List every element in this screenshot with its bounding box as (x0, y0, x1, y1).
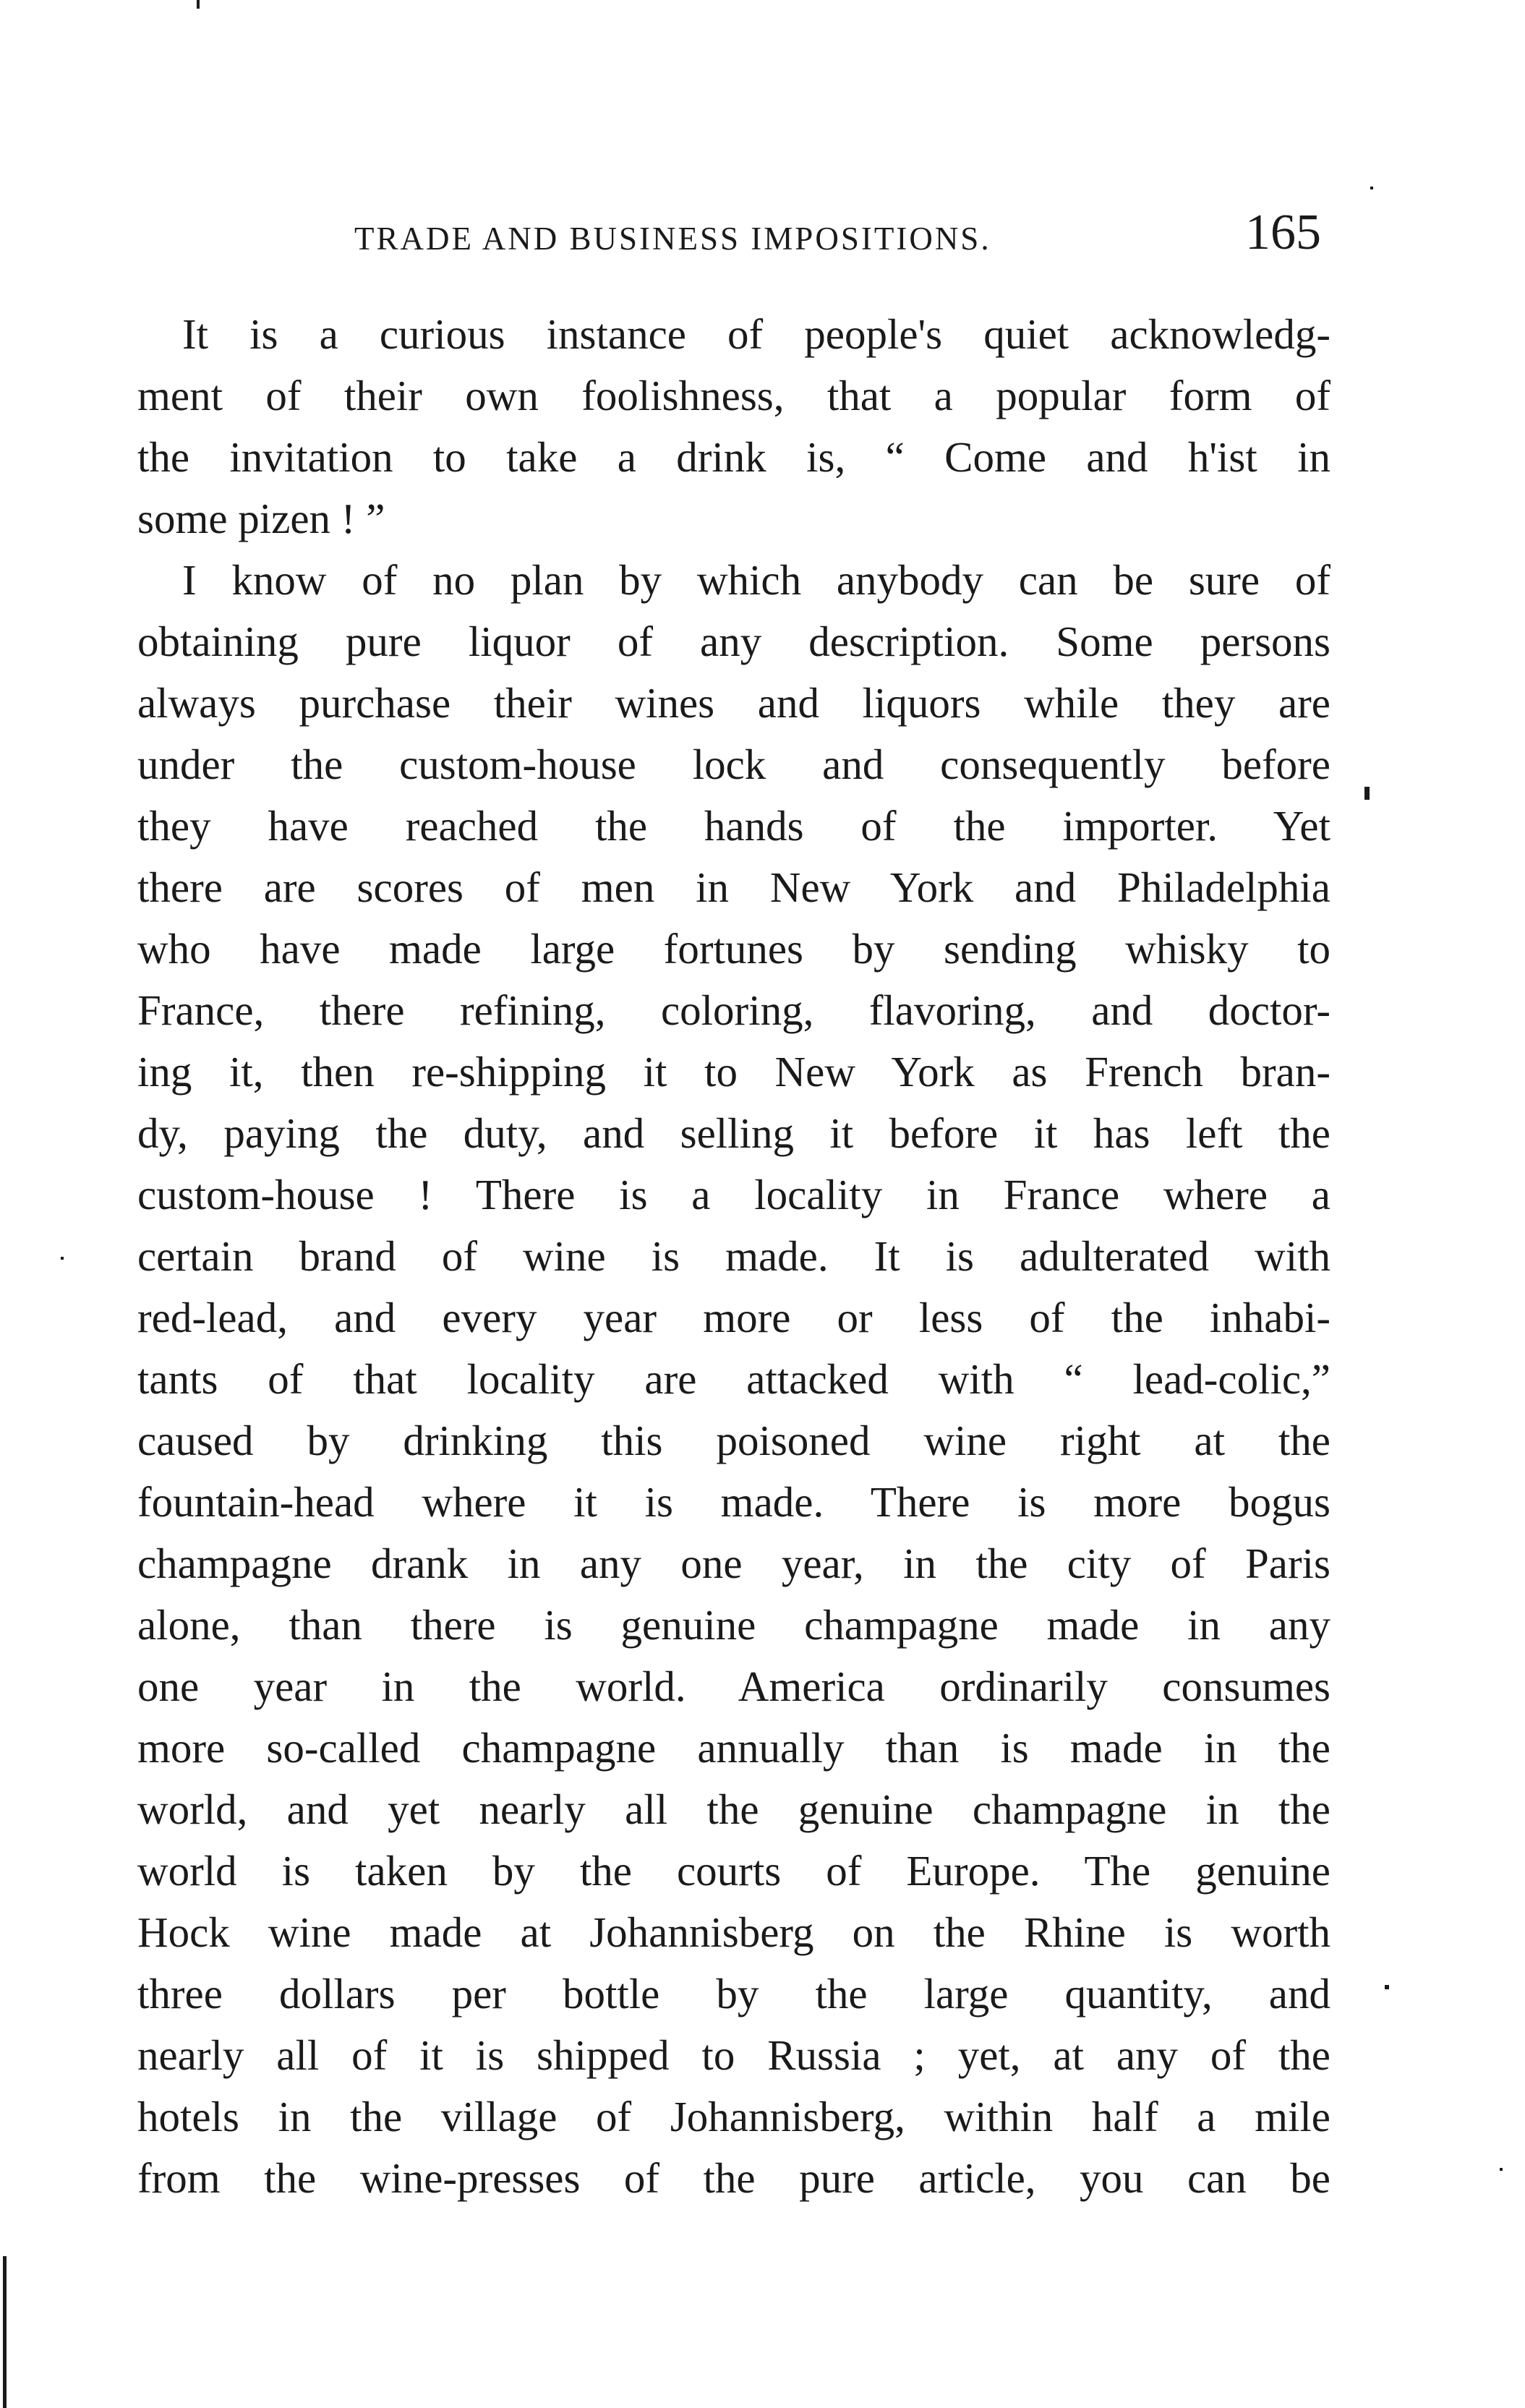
scan-speck (1364, 787, 1370, 800)
text-line: from the wine-presses of the pure article, you can be (137, 2154, 1330, 2202)
scan-speck (1370, 187, 1373, 189)
scan-speck (1500, 2168, 1503, 2171)
page-header (137, 204, 1330, 269)
text-line: they have reached the hands of the importer. Yet (137, 802, 1330, 850)
text-line: world is taken by the courts of Europe. The genuine (137, 1847, 1330, 1895)
text-line: champagne drank in any one year, in the city of Paris (137, 1540, 1330, 1587)
text-line: ment of their own foolishness, that a popular form of (137, 372, 1330, 419)
text-line: dy, paying the duty, and selling it before it has left the (137, 1109, 1330, 1157)
scan-speck (61, 1257, 64, 1260)
text-line: some pizen ! ” (137, 495, 385, 542)
text-line: Hock wine made at Johannisberg on the Rhine is worth (137, 1908, 1330, 1956)
text-line: certain brand of wine is made. It is adulterated with (137, 1232, 1330, 1280)
text-line: obtaining pure liquor of any description. Some persons (137, 618, 1330, 665)
text-line: world, and yet nearly all the genuine champagne in the (137, 1785, 1330, 1833)
text-line: there are scores of men in New York and Philadelphia (137, 863, 1330, 911)
scan-edge-line (3, 2256, 7, 2408)
text-line: the invitation to take a drink is, “ Come and h'ist in (137, 433, 1330, 481)
text-line: tants of that locality are attacked with “ lead-colic,” (137, 1355, 1330, 1403)
text-line: one year in the world. America ordinarily consumes (137, 1662, 1330, 1710)
text-line: I know of no plan by which anybody can be sure of (182, 556, 1330, 604)
text-line: nearly all of it is shipped to Russia ; yet, at any of the (137, 2031, 1330, 2079)
text-line: always purchase their wines and liquors while they are (137, 679, 1330, 727)
text-line: under the custom-house lock and consequently before (137, 740, 1330, 788)
text-line: who have made large fortunes by sending whisky to (137, 925, 1330, 973)
text-line: red-lead, and every year more or less of the inhabi- (137, 1294, 1330, 1341)
scan-speck (1385, 1985, 1389, 1989)
text-line: more so-called champagne annually than is made in the (137, 1724, 1330, 1772)
running-head: TRADE AND BUSINESS IMPOSITIONS. (354, 221, 991, 257)
text-line: alone, than there is genuine champagne made in any (137, 1601, 1330, 1649)
text-line: custom-house ! There is a locality in France where a (137, 1171, 1330, 1218)
text-line: caused by drinking this poisoned wine right at the (137, 1417, 1330, 1464)
text-line: It is a curious instance of people's quiet acknowledg- (182, 310, 1330, 358)
text-line: ing it, then re-shipping it to New York as French bran- (137, 1048, 1330, 1096)
text-line: hotels in the village of Johannisberg, within half a mile (137, 2093, 1330, 2140)
text-line: fountain-head where it is made. There is more bogus (137, 1478, 1330, 1526)
scan-speck (197, 0, 200, 9)
page-number: 165 (1245, 205, 1321, 260)
body-text (137, 304, 1330, 2209)
text-line: France, there refining, coloring, flavoring, and doctor- (137, 986, 1330, 1034)
text-line: three dollars per bottle by the large quantity, and (137, 1970, 1330, 2018)
